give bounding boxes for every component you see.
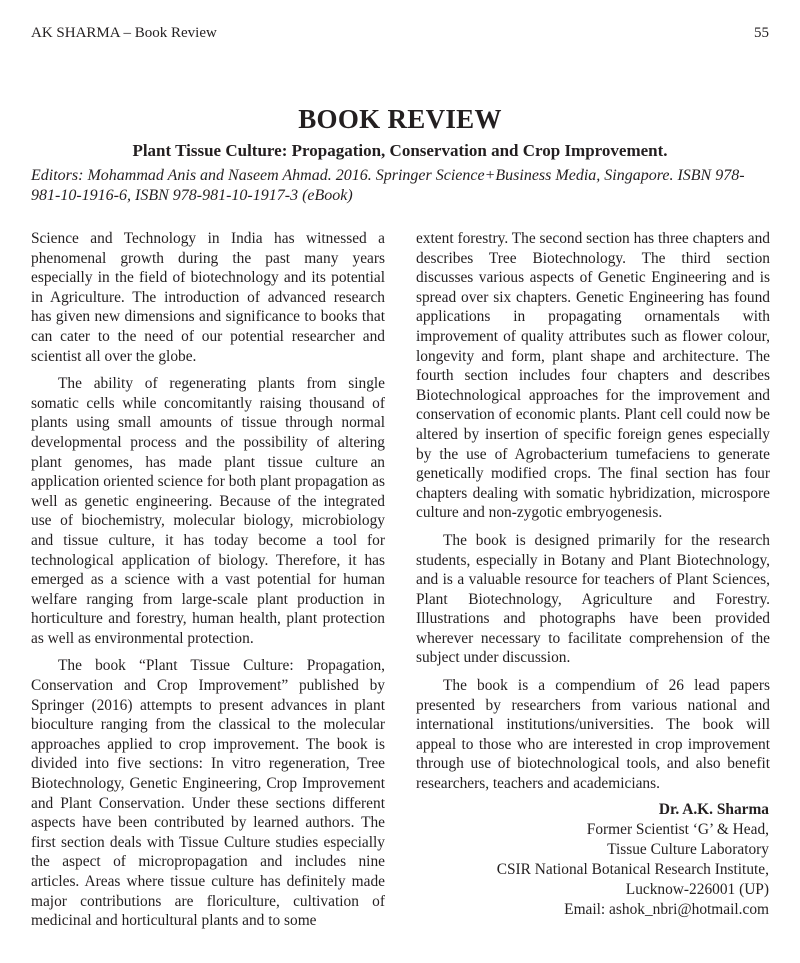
paragraph: extent forestry. The second section has three chapters and describes Tree Biotechnology. The third section discusses various aspects of Genetic Engineering and is spread over six chapters. Genetic Engineering has found applications in propagating ornamentals with improvement of quality attributes such as flower colour, longevity and form, plant shape and architecture. The fourth section includes four chapters and describes Biotechnological approaches for the improvement and conservation of economic plants. Plant cell could now be altered by insertion of specific foreign genes especially by the use of Agrobacterium tumefaciens to generate genetically modified crops. The final section has four chapters dealing with somatic hybridization, microspore culture and non-zygotic embryogenesis. [416,230,770,522]
paragraph: The book is designed primarily for the research students, especially in Botany and Plant Biotechnology, and is a valuable resource for teachers of Plant Sciences, Plant Biotechnology, Agriculture and Forestry. Illustrations and photographs have been provided wherever necessary to facilitate comprehension of the subject under discussion. [416,531,770,667]
page-number: 55 [754,25,769,41]
right-column [416,229,770,802]
reviewer-position: Former Scientist ‘G’ & Head, [586,821,769,838]
paragraph: The book is a compendium of 26 lead papers presented by researchers from various national and international institutions/universities. The book will appeal to those who are interested in crop improvement through use of biotechnological tools, and also benefit researchers, teachers and academicians. [416,677,770,793]
reviewer-institute: CSIR National Botanical Research Institute, [496,861,769,878]
reviewer-signature [497,800,769,920]
paragraph: The book “Plant Tissue Culture: Propagation, Conservation and Crop Improvement” published by Springer (2016) attempts to present advances in plant bioculture ranging from the classical to the molecular approaches applied to crop improvement. The book is divided into five sections: In vitro regeneration, Tree Biotechnology, Genetic Engineering, Crop Improvement and Plant Conservation. Under these sections different aspects have been contributed by learned authors. The first section deals with Tissue Culture studies especially the aspect of micropropagation and includes nine articles. Areas where tissue culture has definitely made major contributions are floriculture, cultivation of medicinal and horticultural plants and to some [31,657,385,930]
paragraph: Science and Technology in India has witnessed a phenomenal growth during the past many years especially in the field of biotechnology and its potential in Agriculture. The introduction of advanced research has given new dimensions and significance to books that can cater to the need of our potential researcher and scientist all over the globe. [31,230,385,365]
article-title: BOOK REVIEW [298,104,502,134]
running-header [31,25,769,42]
reviewer-name: Dr. A.K. Sharma [658,801,769,818]
reviewer-email: Email: ashok_nbri@hotmail.com [564,901,769,918]
running-title: AK SHARMA – Book Review [31,25,217,41]
book-title: Plant Tissue Culture: Propagation, Conservation and Crop Improvement. [132,141,668,160]
paragraph: The ability of regenerating plants from single somatic cells while concomitantly raising thousand of plants using small amounts of tissue through normal developmental process and the possibility of altering plant genomes, has made plant tissue culture an application oriented science for both plant propagation as well as genetic engineering. Because of the integrated use of biochemistry, molecular biology, microbiology and tissue culture, it has today become a tool for technological application of biology. Therefore, it has emerged as a science with a vast potential for human welfare ranging from large-scale plant production in horticulture and forestry, human health, plant protection as well as environmental protection. [31,375,385,647]
reviewer-lab: Tissue Culture Laboratory [607,841,769,858]
left-column [31,229,385,939]
reviewer-city: Lucknow-226001 (UP) [625,881,769,898]
editors-citation: Editors: Mohammad Anis and Naseem Ahmad. 2016. Springer Science+Business Media, Singapore. ISBN 978-981-10-1916-6, ISBN 978-981-10-1917-3 (eBook) [31,167,745,204]
